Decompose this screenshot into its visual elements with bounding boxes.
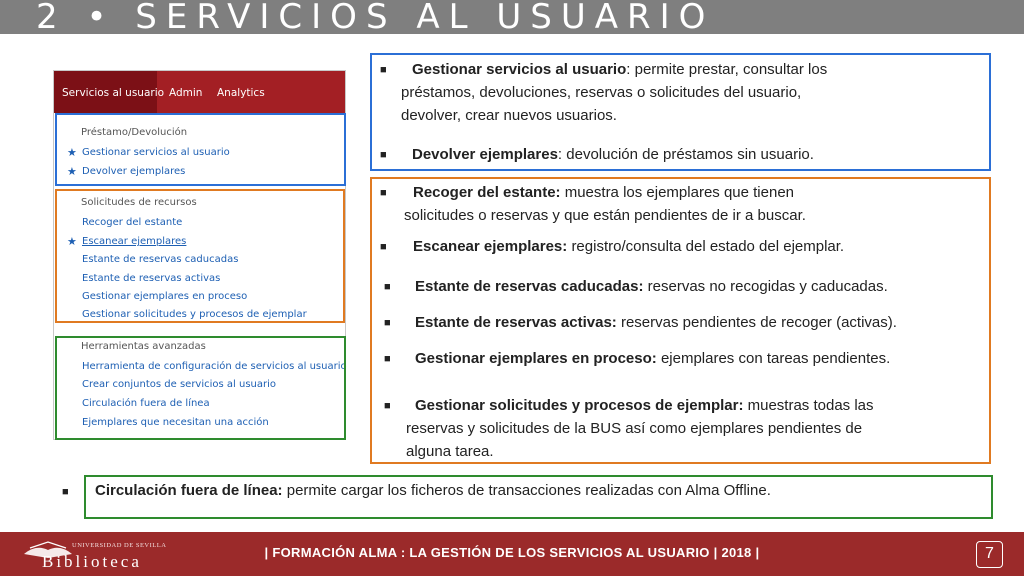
menu-item-ejemplares-accion[interactable]: Ejemplares que necesitan una acción	[82, 417, 269, 428]
star-icon: ★	[67, 146, 77, 159]
desc-gestionar-servicios: Gestionar servicios al usuario: permite prestar, consultar los	[412, 61, 828, 78]
desc-gestionar-servicios-line3: devolver, crear nuevos usuarios.	[401, 107, 617, 124]
menu-item-devolver-ejemplares[interactable]: Devolver ejemplares	[82, 166, 186, 177]
logo-university: UNIVERSIDAD DE SEVILLA	[72, 542, 167, 549]
desc-devolver-ejemplares: Devolver ejemplares: devolución de préstamos sin usuario.	[412, 146, 814, 163]
menu-item-recoger-estante[interactable]: Recoger del estante	[82, 217, 183, 228]
menu-item-crear-conjuntos[interactable]: Crear conjuntos de servicios al usuario	[82, 379, 277, 390]
star-icon: ★	[67, 165, 77, 178]
page-number: 7	[976, 541, 1003, 568]
tab-admin[interactable]: Admin	[169, 87, 203, 99]
logo-biblioteca: Biblioteca	[42, 552, 142, 571]
desc-reservas-caducadas: Estante de reservas caducadas: reservas no recogidas y caducadas.	[415, 278, 888, 295]
desc-solicitudes-procesos-line2: reservas y solicitudes de la BUS así como ejemplares pendientes de	[406, 420, 863, 437]
desc-reservas-activas: Estante de reservas activas: reservas pendientes de recoger (activas).	[415, 314, 897, 331]
bullet-icon: ■	[384, 400, 391, 412]
prestamo-highlight-frame	[55, 113, 346, 186]
bullet-icon: ■	[384, 353, 391, 365]
menu-item-solicitudes-procesos[interactable]: Gestionar solicitudes y procesos de ejemplar	[82, 309, 307, 320]
bullet-icon: ■	[380, 64, 387, 76]
bullet-icon: ■	[380, 187, 387, 199]
slide-title: 2 • SERVICIOS AL USUARIO	[36, 0, 715, 37]
bullet-icon: ■	[380, 149, 387, 161]
bullet-icon: ■	[380, 241, 387, 253]
menu-item-escanear-ejemplares[interactable]: Escanear ejemplares	[82, 236, 187, 247]
tab-bar	[54, 71, 345, 113]
desc-solicitudes-procesos: Gestionar solicitudes y procesos de ejemplar: muestras todas las	[415, 397, 874, 414]
menu-item-gestionar-servicios[interactable]: Gestionar servicios al usuario	[82, 147, 230, 158]
menu-item-reservas-caducadas[interactable]: Estante de reservas caducadas	[82, 254, 239, 265]
desc-ejemplares-en-proceso: Gestionar ejemplares en proceso: ejemplares con tareas pendientes.	[415, 350, 891, 367]
desc-recoger-estante-line2: solicitudes o reservas y que están pendientes de ir a buscar.	[404, 207, 806, 224]
section-herramientas-avanzadas: Herramientas avanzadas	[81, 341, 206, 352]
menu-item-circulacion-fuera-linea[interactable]: Circulación fuera de línea	[82, 398, 210, 409]
bullet-icon: ■	[384, 281, 391, 293]
section-solicitudes-recursos: Solicitudes de recursos	[81, 197, 197, 208]
bullet-icon: ■	[62, 486, 69, 498]
section-prestamo-devolucion: Préstamo/Devolución	[81, 127, 188, 138]
desc-recoger-estante: Recoger del estante: muestra los ejemplares que tienen	[413, 184, 795, 201]
tab-analytics[interactable]: Analytics	[217, 87, 265, 99]
menu-item-reservas-activas[interactable]: Estante de reservas activas	[82, 273, 221, 284]
tab-servicios-al-usuario[interactable]: Servicios al usuario	[62, 87, 165, 99]
footer-course-title: | FORMACIÓN ALMA : LA GESTIÓN DE LOS SERVICIOS AL USUARIO | 2018 |	[264, 545, 760, 560]
desc-circulacion-fuera-linea: Circulación fuera de línea: permite cargar los ficheros de transacciones realizadas con Alma Offline.	[95, 482, 771, 499]
bullet-icon: ■	[384, 317, 391, 329]
herramientas-highlight-frame	[55, 336, 346, 440]
menu-item-ejemplares-en-proceso[interactable]: Gestionar ejemplares en proceso	[82, 291, 248, 302]
desc-gestionar-servicios-line2: préstamos, devoluciones, reservas o solicitudes del usuario,	[401, 84, 802, 101]
menu-item-herramienta-configuracion[interactable]: Herramienta de configuración de servicios al usuario	[82, 361, 347, 372]
desc-escanear-ejemplares: Escanear ejemplares: registro/consulta del estado del ejemplar.	[413, 238, 845, 255]
star-icon: ★	[67, 235, 77, 248]
desc-solicitudes-procesos-line3: alguna tarea.	[406, 443, 494, 460]
solicitudes-highlight-frame	[55, 189, 345, 323]
